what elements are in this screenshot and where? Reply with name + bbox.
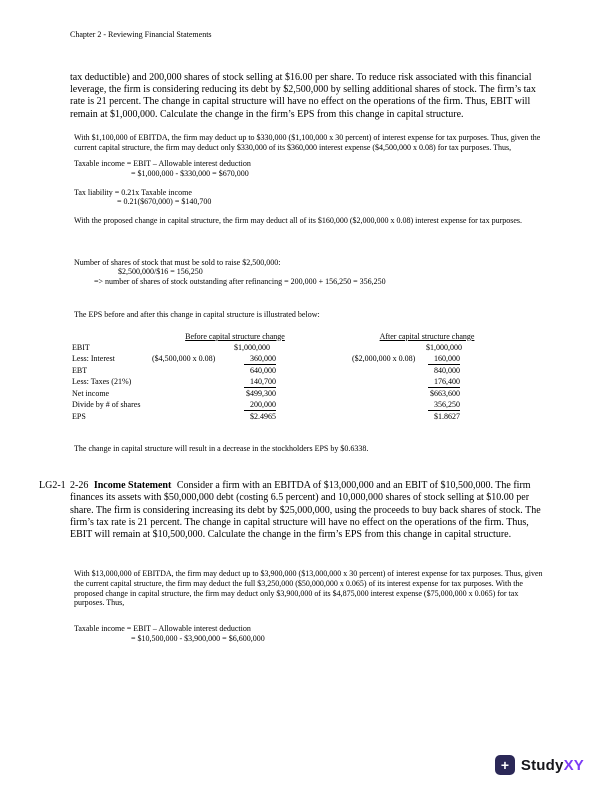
shares-line-1: Number of shares of stock that must be sold to raise $2,500,000: [74,257,281,267]
table-row-net-income: Net income $499,300 $663,600 [72,388,460,398]
taxable-income-equation [70,159,548,178]
problem-2-25-continuation: tax deductible) and 200,000 shares of stock selling at $16.00 per share. To reduce risk associated with this financial leverage, the firm is considering reducing its debt by $2,500,000 by selling additional shares of stock. The firm’s tax rate is 21 percent. The change in capital structure will have no effect on the operations of the firm. Thus, EBIT will remain at $1,000,000. Calculate the change in the firm’s EPS from this change in capital structure. [70,72,536,120]
solution-2-26-intro: With $13,000,000 of EBITDA, the firm may deduct up to $3,900,000 ($13,000,000 x 30 percent) of interest expense for tax purposes. Thus, given the current capital structure, the firm may deduct the full $3,250,000 ($50,000,000 x 0.065) of its interest expense for tax purposes. With the proposed change in capital structure, the firm may deduct only $3,900,000 of its $4,875,000 interest expense ($75,000,000 x 0.065) for tax purposes. Thus, [74,569,543,608]
problem-title: Income Statement [93,480,172,492]
table-row-interest: Less: Interest ($4,500,000 x 0.08) 360,000 ($2,000,000 x 0.08) 160,000 [72,353,460,363]
table-row-taxes: Less: Taxes (21%) 140,700 176,400 [72,376,460,386]
table-header-row [72,331,548,342]
table-row-ebt: EBT 640,000 840,000 [72,365,460,375]
solution-2-25-intro: With $1,100,000 of EBITDA, the firm may deduct up to $330,000 ($1,100,000 x 30 percent) of interest expense for tax purposes. Thus, given the current capital structure, the firm may deduct only $330,000 of its $360,000 interest expense ($4,500,000 x 0.08) for tax purposes. Thus, [74,132,541,152]
table-row-eps: EPS $2.4965 $1.8627 [72,411,460,421]
table-row-shares: Divide by # of shares 200,000 356,250 [72,399,460,409]
page-content [39,66,548,643]
taxable-income-line-2: = $1,000,000 - $330,000 = $670,000 [131,168,249,178]
taxable-income-equation-2-26 [70,624,548,643]
solution-2-25-conclusion: The change in capital structure will result in a decrease in the stockholders EPS by $0.6338. [74,443,369,453]
problem-number: 2-26 [70,480,89,492]
shares-line-2: $2,500,000/$16 = 156,250 [118,267,203,277]
studyxy-watermark [495,755,584,775]
problem-body: Consider a firm with an EBITDA of $13,000,000 and an EBIT of $10,500,000. The firm finances its assets with $50,000,000 debt (costing 6.5 percent) and 10,000,000 shares of stock selling at $10.00 per share. The firm is considering increasing its debt by $25,000,000, using the proceeds to buy back shares of stock. The firm’s tax rate is 21 percent. The change in capital structure will have no effect on the operations of the firm. Thus, EBIT will remain at $10,500,000. Calculate the change in the firm’s EPS from this change in capital structure. [70,480,541,541]
eps-comparison-table [70,331,548,422]
shares-line-3: => number of shares of stock outstanding after refinancing = 200,000 + 156,250 = 356,250 [94,277,386,287]
tax-liability-line-2: = 0.21($670,000) = $140,700 [117,197,212,207]
taxable-income-line-1: Taxable income = EBIT – Allowable interest deduction [74,159,251,169]
column-header-before: Before capital structure change [185,331,285,341]
column-header-after: After capital structure change [379,331,475,341]
brand-study-text: Study [520,756,564,774]
plus-icon: + [495,755,515,775]
problem-2-26 [39,480,548,541]
brand-xy-text: XY [563,756,584,774]
table-row-ebit: EBIT $1,000,000 $1,000,000 [72,342,462,352]
tax-liability-line-1: Tax liability = 0.21x Taxable income [74,187,192,197]
running-header: Chapter 2 - Reviewing Financial Statements [70,30,212,39]
shares-calculation [70,258,548,287]
lg-objective-label: LG2-1 [39,480,66,492]
proposed-structure-paragraph: With the proposed change in capital structure, the firm may deduct all of its $160,000 ($2,000,000 x 0.08) interest expense for tax purposes. [74,216,523,226]
brand-wordmark [521,757,584,774]
eps-table-intro: The EPS before and after this change in capital structure is illustrated below: [74,309,320,319]
taxable-income-2-26-line-2: = $10,500,000 - $3,900,000 = $6,600,000 [131,633,265,643]
taxable-income-2-26-line-1: Taxable income = EBIT – Allowable interest deduction [74,624,251,634]
tax-liability-equation [70,188,548,207]
